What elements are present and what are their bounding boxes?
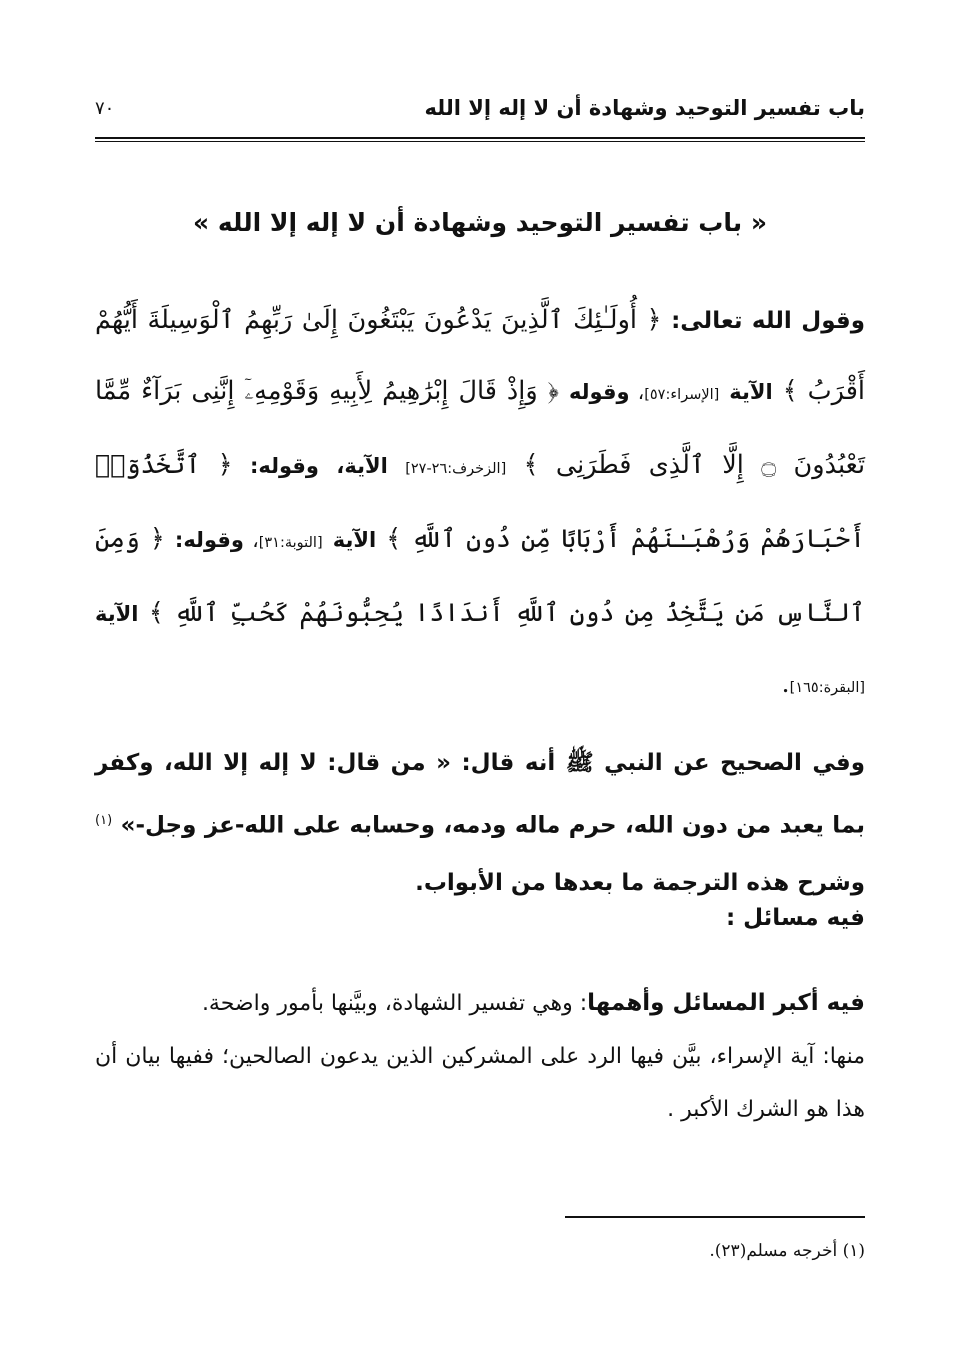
issue-second: منها: آية الإسراء، بيَّن فيها الرد على المشركين الذين يدعون الصالحين؛ ففيها بيان أن هذا هو الشرك الأكبر . [95, 1044, 865, 1122]
verses-intro: وقول الله تعالى: [671, 308, 866, 334]
aya-label: الآية، [336, 454, 388, 478]
issues-section [95, 977, 865, 1136]
issue-first [95, 977, 865, 1030]
verse-reference: [الزخرف:٢٦-٢٧] [405, 461, 507, 477]
and-his-saying: وقوله: [174, 528, 244, 552]
footnote-marker: (١) [95, 813, 113, 828]
separator: ، [243, 528, 259, 552]
page-number: ٧٠ [95, 98, 115, 119]
header-rule [95, 137, 865, 142]
verse-reference: [التوبة:٣١] [258, 535, 323, 551]
verse-reference: [الإسراء:٥٧] [644, 387, 720, 403]
running-header-title: باب تفسير التوحيد وشهادة أن لا إله إلا الله [424, 96, 865, 120]
aya-label: الآية [729, 380, 773, 404]
and-his-saying: وقوله: [250, 454, 319, 478]
aya-label: الآية [332, 528, 377, 552]
page-header [95, 92, 865, 136]
footnote: (١) أخرجه مسلم(٢٣). [709, 1241, 865, 1261]
verse-isra: ﴿ أُولَـٰئِكَ ٱلَّذِينَ يَدْعُونَ يَبْتَغُونَ إِلَىٰ رَبِّهِمُ ٱلْوَسِيلَةَ أَيُّهُمْ أَقْرَبُ ﴾ [95, 305, 866, 406]
chapter-title: « باب تفسير التوحيد وشهادة أن لا إله إلا الله » [192, 208, 768, 237]
masail-heading: فيه مسائل : [725, 905, 865, 931]
verse-baqarah: ﴿ وَمِنَ ٱلنَّاسِ مَن يَتَّخِذُ مِن دُونِ ٱللَّهِ أَندَادًا يُحِبُّونَهُمْ كَحُبِّ ٱللَّهِ ﴾ [95, 524, 865, 628]
footnote-rule [565, 1216, 865, 1218]
hadith-commentary: وشرح هذه الترجمة ما بعدها من الأبواب. [415, 869, 865, 896]
issue-lead: فيه أكبر المسائل وأهمها [587, 990, 865, 1016]
and-his-saying: وقوله [568, 380, 630, 404]
verses-paragraph [95, 285, 865, 723]
hadith-paragraph [95, 735, 865, 912]
verse-zukhruf: ﴿ وَإِذْ قَالَ إِبْرَٰهِيمُ لِأَبِيهِ وَقَوْمِهِۦٓ إِنَّنِى بَرَآءٌ مِّمَّا تَعْبُدُونَ ۝ إِلَّا ٱلَّذِى فَطَرَنِى ﴾ [95, 376, 866, 480]
issue-first-text: : وهي تفسير الشهادة، وبيَّنها بأمور واضحة. [201, 991, 588, 1016]
aya-label: الآية [95, 602, 139, 626]
separator: ، [629, 380, 645, 404]
hadith-text: وفي الصحيح عن النبي ﷺ أنه قال: « من قال: لا إله إلا الله، وكفر بما يعبد من دون الله، حرم ماله ودمه، وحسابه على الله-عز وجل-» [95, 750, 865, 839]
verse-reference: [البقرة:١٦٥] [789, 680, 865, 696]
period: . [781, 669, 790, 699]
verse-tawbah: ﴿ ٱتَّخَذُوٓا۟ أَحْبَارَهُمْ وَرُهْبَـٰنَهُمْ أَرْبَابًا مِّن دُونِ ٱللَّهِ ﴾ [95, 450, 866, 554]
